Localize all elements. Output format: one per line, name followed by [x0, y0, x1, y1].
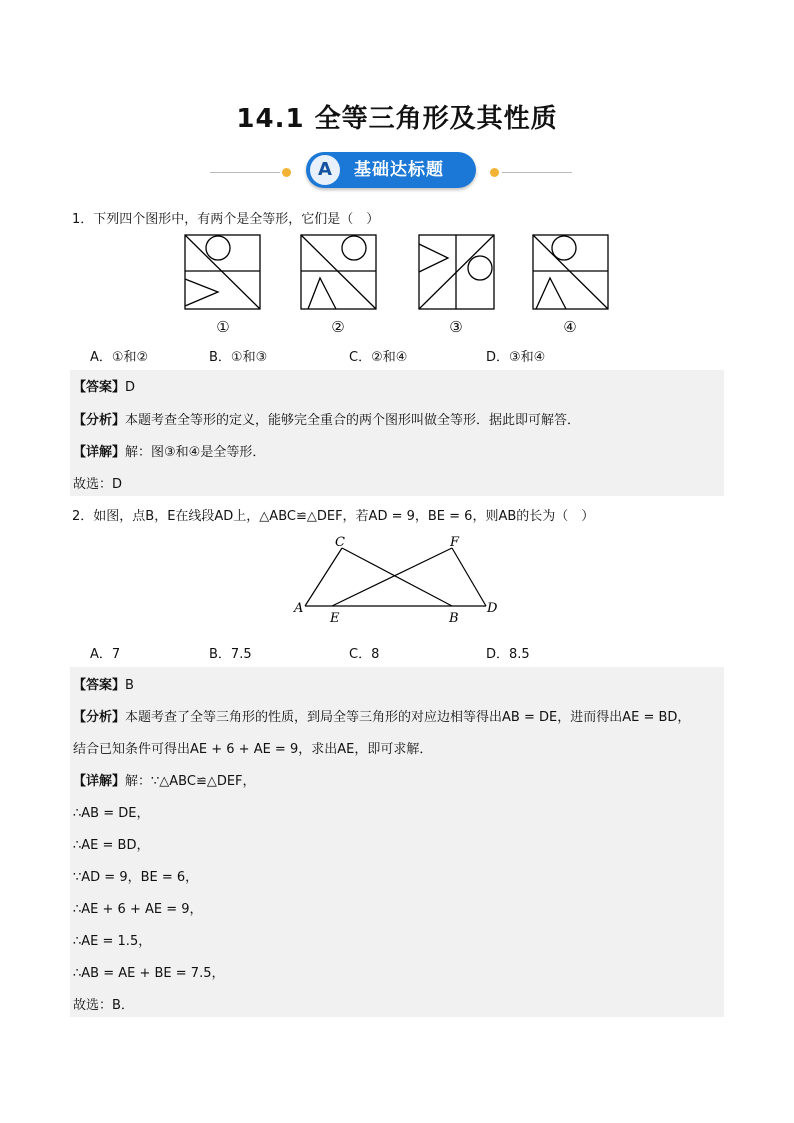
q1-option-b: B．①和③ — [209, 350, 268, 365]
q2-option-b: B．7.5 — [209, 647, 252, 662]
right-divider-dot — [490, 168, 499, 177]
q2-step-3: ∴AE = BD， — [73, 838, 150, 853]
figure-4 — [533, 235, 608, 309]
q2-step-5: ∴AE + 6 + AE = 9， — [73, 902, 203, 917]
q2-choice: 故选：B． — [73, 998, 134, 1013]
q2-option-d: D．8.5 — [486, 647, 530, 662]
left-divider-dot — [282, 168, 291, 177]
q2-analysis-line-1: 【分析】本题考查了全等三角形的性质，到局全等三角形的对应边相等得出AB = DE，进而得出AE = BD， — [73, 710, 691, 725]
point-label-b: B — [449, 611, 459, 626]
section-label: 基础达标题 — [354, 160, 444, 180]
q2-step-4: ∵AD = 9，BE = 6， — [73, 870, 199, 885]
q2-answer: 【答案】B — [73, 678, 134, 693]
section-header — [210, 152, 580, 192]
section-letter: A — [310, 155, 340, 185]
q2-option-c: C．8 — [349, 647, 380, 662]
q1-solution-box — [70, 370, 724, 496]
q1-detail: 【详解】解：图③和④是全等形． — [73, 445, 266, 460]
q2-step-7: ∴AB = AE + BE = 7.5， — [73, 966, 225, 981]
segment-ef — [332, 548, 452, 606]
segment-ac — [305, 548, 342, 606]
page-title: 14.1 全等三角形及其性质 — [236, 104, 558, 134]
q2-step-2: ∴AB = DE， — [73, 806, 150, 821]
q1-option-c: C．②和④ — [349, 350, 408, 365]
question-2-figure — [290, 532, 505, 627]
left-divider-line — [210, 172, 280, 173]
q1-analysis: 【分析】本题考查全等形的定义，能够完全重合的两个图形叫做全等形．据此即可解答． — [73, 413, 581, 428]
figure-label-3: ③ — [449, 318, 463, 336]
q2-analysis-line-2: 结合已知条件可得出AE + 6 + AE = 9，求出AE，即可求解． — [73, 742, 433, 757]
q2-option-a: A．7 — [90, 647, 121, 662]
figure-label-2: ② — [331, 318, 345, 336]
q1-answer: 【答案】D — [73, 380, 136, 395]
figure-label-1: ① — [216, 318, 230, 336]
section-badge — [306, 152, 476, 188]
point-label-f: F — [450, 535, 460, 550]
right-divider-line — [502, 172, 572, 173]
q2-step-6: ∴AE = 1.5， — [73, 934, 152, 949]
figure-3 — [419, 235, 494, 309]
segment-fd — [452, 548, 486, 606]
figure-2 — [301, 235, 376, 309]
q1-option-d: D．③和④ — [486, 350, 546, 365]
point-label-e: E — [330, 611, 340, 626]
question-2-stem: 2．如图，点B，E在线段AD上，△ABC≌△DEF，若AD = 9，BE = 6，则AB的长为（ ） — [72, 509, 595, 524]
point-label-a: A — [294, 601, 304, 616]
question-1-figures — [184, 232, 614, 312]
question-1-stem: 1．下列四个图形中，有两个是全等形，它们是（ ） — [72, 212, 380, 227]
q1-choice: 故选：D — [73, 477, 123, 492]
segment-cb — [342, 548, 452, 606]
point-label-c: C — [335, 535, 345, 550]
figure-1 — [185, 235, 260, 309]
q1-option-a: A．①和② — [90, 350, 149, 365]
point-label-d: D — [487, 601, 498, 616]
figure-label-4: ④ — [563, 318, 577, 336]
q2-detail: 【详解】解：∵△ABC≌△DEF， — [73, 774, 256, 789]
